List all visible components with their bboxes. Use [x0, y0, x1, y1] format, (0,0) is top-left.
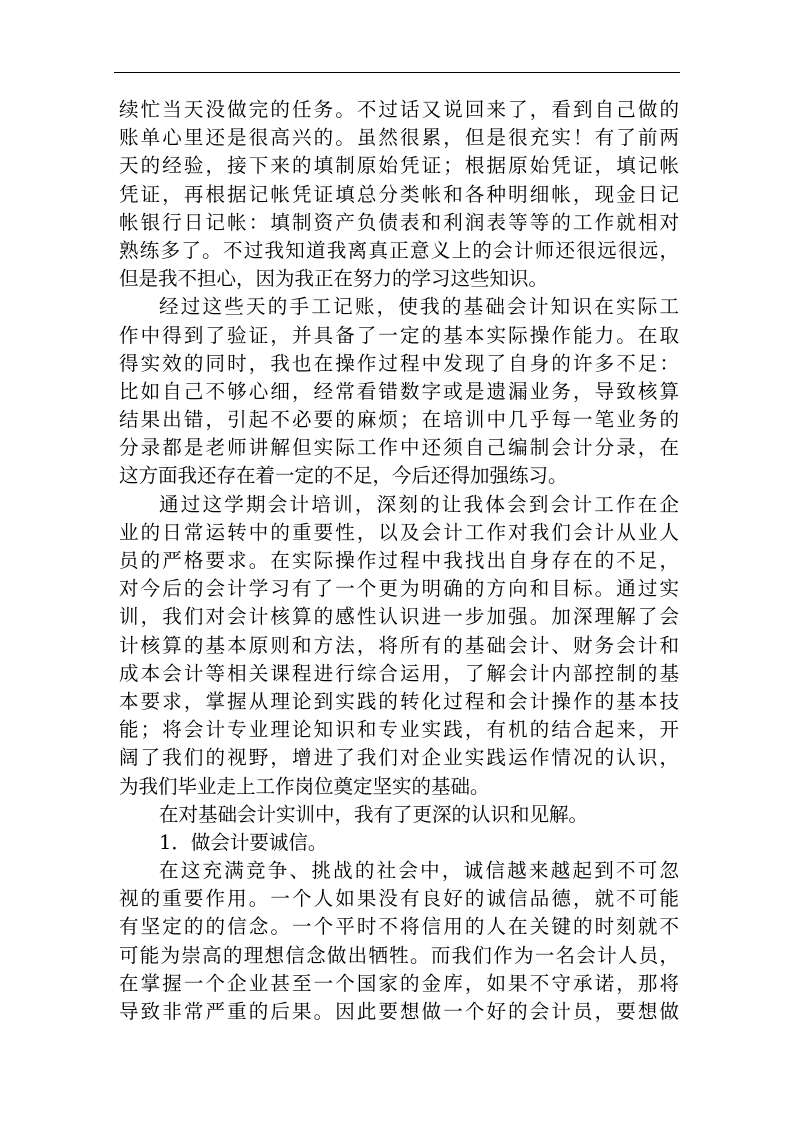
text-line: 业的日常运转中的重要性，以及会计工作对我们会计从业人 — [119, 520, 679, 544]
text-line: 凭证，再根据记帐凭证填总分类帐和各种明细帐，现金日记 — [119, 182, 679, 206]
text-line: 视的重要作用。一个人如果没有良好的诚信品德，就不可能 — [119, 887, 679, 911]
text-line: 导致非常严重的后果。因此要想做一个好的会计员，要想做 — [119, 1000, 679, 1023]
text-line: 这方面我还存在着一定的不足，今后还得加强练习。 — [119, 464, 568, 488]
document-body — [119, 96, 679, 1026]
text-line: 分录都是老师讲解但实际工作中还须自己编制会计分录，在 — [119, 436, 679, 460]
text-line: 在掌握一个企业甚至一个国家的金库，如果不守承诺，那将 — [119, 971, 679, 995]
text-line: 成本会计等相关课程进行综合运用，了解会计内部控制的基 — [119, 661, 679, 685]
text-line: 账单心里还是很高兴的。虽然很累，但是很充实！有了前两 — [119, 126, 679, 150]
text-line: 阔了我们的视野，增进了我们对企业实践运作情况的认识， — [119, 746, 679, 770]
text-line: 但是我不担心，因为我正在努力的学习这些知识。 — [119, 267, 549, 291]
text-line: 天的经验，接下来的填制原始凭证；根据原始凭证，填记帐 — [119, 154, 679, 178]
paragraph-start-line: 经过这些天的手工记账，使我的基础会计知识在实际工 — [159, 295, 679, 319]
text-line: 对今后的会计学习有了一个更为明确的方向和目标。通过实 — [119, 577, 679, 601]
text-line: 帐银行日记帐：填制资产负债表和利润表等等的工作就相对 — [119, 210, 679, 234]
paragraph-start-line: 在对基础会计实训中，我有了更深的认识和见解。 — [159, 802, 589, 826]
text-line: 可能为崇高的理想信念做出牺牲。而我们作为一名会计人员， — [119, 943, 679, 967]
text-line: 熟练多了。不过我知道我离真正意义上的会计师还很远很远， — [119, 238, 679, 262]
text-line: 本要求，掌握从理论到实践的转化过程和会计操作的基本技 — [119, 689, 679, 713]
text-line: 比如自己不够心细，经常看错数字或是遗漏业务，导致核算 — [119, 379, 679, 403]
text-line: 员的严格要求。在实际操作过程中我找出自身存在的不足， — [119, 549, 679, 572]
text-line: 有坚定的的信念。一个平时不将信用的人在关键的时刻就不 — [119, 915, 679, 939]
numbered-heading: 1．做会计要诚信。 — [159, 830, 328, 854]
text-line: 训，我们对会计核算的感性认识进一步加强。加深理解了会 — [119, 605, 679, 629]
text-line: 结果出错，引起不必要的麻烦；在培训中几乎每一笔业务的 — [119, 408, 679, 432]
text-line: 为我们毕业走上工作岗位奠定坚实的基础。 — [119, 774, 490, 798]
text-line: 得实效的同时，我也在操作过程中发现了自身的许多不足： — [119, 351, 679, 375]
text-line: 能；将会计专业理论知识和专业实践，有机的结合起来，开 — [119, 718, 679, 742]
paragraph-start-line: 在这充满竞争、挑战的社会中，诚信越来越起到不可忽 — [159, 859, 679, 883]
text-line: 作中得到了验证，并具备了一定的基本实际操作能力。在取 — [119, 323, 679, 347]
header-rule — [114, 72, 680, 73]
text-line: 续忙当天没做完的任务。不过话又说回来了，看到自己做的 — [119, 98, 679, 121]
text-line: 计核算的基本原则和方法，将所有的基础会计、财务会计和 — [119, 633, 679, 657]
paragraph-start-line: 通过这学期会计培训，深刻的让我体会到会计工作在企 — [159, 492, 679, 516]
